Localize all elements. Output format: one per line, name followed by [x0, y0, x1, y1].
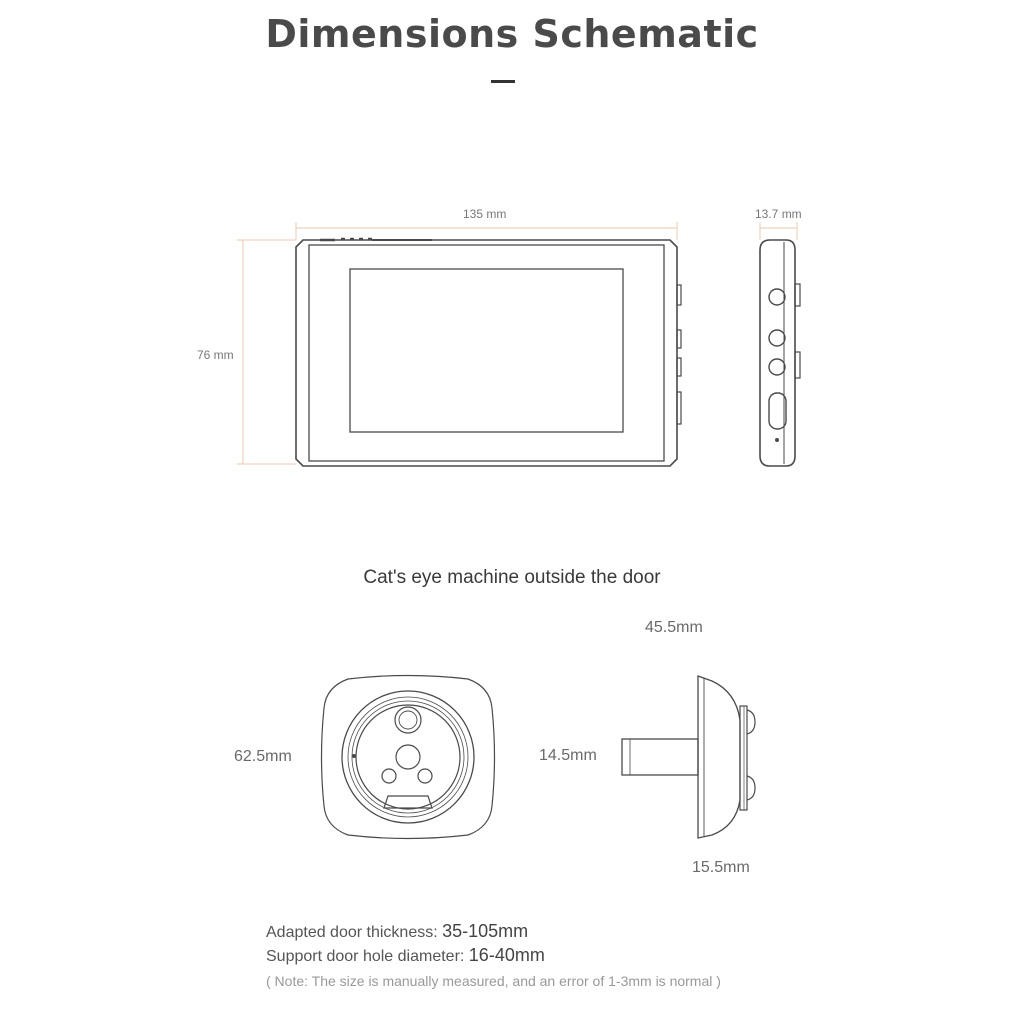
side-length-label: 45.5mm: [645, 619, 703, 636]
spec-value: 35-105mm: [442, 921, 529, 941]
door-thickness-spec: [266, 921, 528, 942]
door-hole-spec: [266, 945, 545, 966]
depth-dimension-label: 13.7 mm: [755, 207, 802, 221]
monitor-side: [760, 240, 800, 466]
tube-diameter-label: 14.5mm: [539, 747, 597, 764]
height-dimension-label: 76 mm: [197, 348, 234, 362]
camera-front: [322, 676, 495, 839]
spec-label: Support door hole diameter:: [266, 948, 469, 965]
camera-subtitle: Cat's eye machine outside the door: [363, 567, 661, 588]
front-diameter-label: 62.5mm: [234, 748, 292, 765]
spec-label: Adapted door thickness:: [266, 924, 443, 941]
monitor-dimension-lines: [237, 222, 797, 464]
width-dimension-label: 135 mm: [463, 207, 507, 221]
monitor-front: [296, 239, 681, 466]
side-depth-label: 15.5mm: [692, 859, 750, 876]
camera-side: [622, 676, 755, 838]
measurement-note: ( Note: The size is manually measured, and an error of 1-3mm is normal ): [266, 973, 721, 989]
spec-value: 16-40mm: [468, 945, 545, 965]
page-title: Dimensions Schematic: [265, 12, 759, 56]
